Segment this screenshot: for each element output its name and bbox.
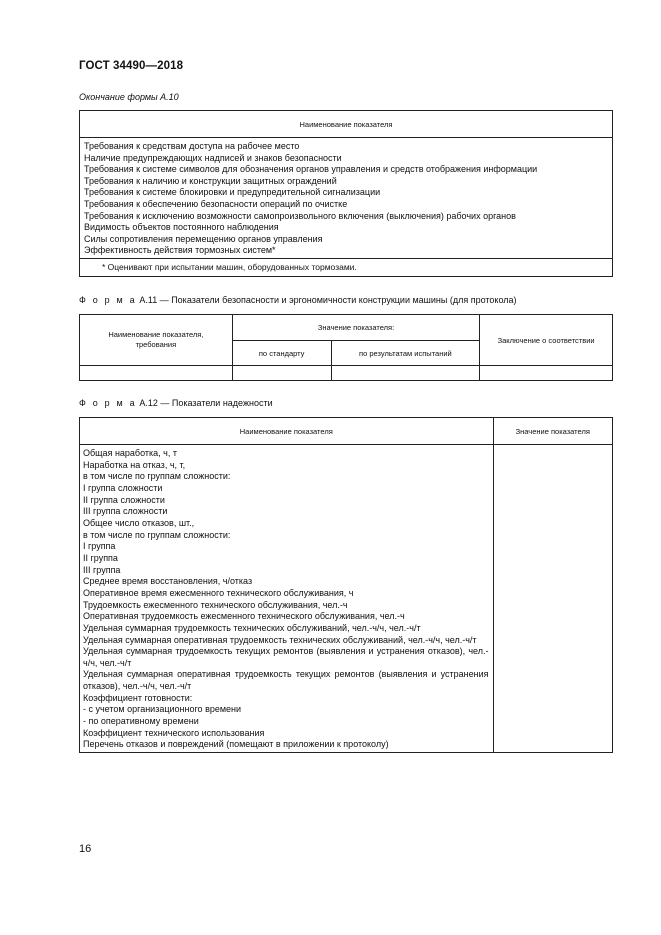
form-a12-title-text: А.12 — Показатели надежности [136, 398, 273, 408]
form-a10-column-header: Наименование показателя [80, 111, 613, 138]
form-a11-label: Ф о р м а [79, 295, 137, 305]
form-a10-item: Требования к наличию и конструкции защитных ограждений [84, 175, 337, 186]
form-a10-item: Требования к системе символов для обозначения органов управления и средств отображения информации [84, 164, 538, 175]
form-a11-title-text: А.11 — Показатели безопасности и эргономичности конструкции машины (для протокола) [136, 295, 517, 305]
form-a12-item: Удельная суммарная оперативная трудоемкость технических обслуживаний, чел.-ч/ч, чел.-ч/т [83, 634, 477, 645]
form-a11-col-value: Значение показателя: [232, 315, 479, 341]
form-a10-item: Требования к средствам доступа на рабочее место [84, 141, 300, 151]
form-a11-col-conclusion: Заключение о соответствии [480, 315, 613, 366]
form-a12-col-name: Наименование показателя [80, 418, 494, 445]
table-cell [480, 366, 613, 381]
form-a12-item: Общая наработка, ч, т [83, 448, 177, 458]
page-number: 16 [79, 843, 92, 855]
form-a10-item: Требования к обеспечению безопасности операций по очистке [84, 198, 348, 209]
form-a12-item: III группа [83, 564, 121, 575]
table-cell [80, 366, 233, 381]
form-a11-col-standard: по стандарту [232, 341, 331, 366]
form-a12-item: III группа сложности [83, 506, 168, 517]
form-a10-item: Эффективность действия тормозных систем* [84, 245, 276, 256]
form-a12-item: Перечень отказов и повреждений (помещают в приложении к протоколу) [83, 739, 389, 750]
table-cell [232, 366, 331, 381]
form-a12-item: Среднее время восстановления, ч/отказ [83, 576, 253, 587]
form-a10-item: Силы сопротивления перемещению органов управления [84, 233, 323, 244]
form-a10-caption: Окончание формы А.10 [79, 92, 179, 102]
form-a11-title [79, 295, 517, 305]
form-a12-item: Удельная суммарная трудоемкость технических обслуживаний, чел.-ч/ч, чел.-ч/т [83, 622, 421, 633]
form-a12-title [79, 398, 273, 408]
form-a12-item: в том числе по группам сложности: [83, 471, 231, 482]
form-a12-item: - с учетом организационного времени [83, 704, 242, 715]
form-a12-item: I группа сложности [83, 482, 163, 493]
table-cell [331, 366, 480, 381]
form-a12-item: II группа сложности [83, 494, 165, 505]
form-a12-items [80, 445, 494, 753]
form-a12-item: Удельная суммарная трудоемкость текущих ремонтов (выявления и устранения отказов), чел.-ч/ч, чел.-ч/т [83, 646, 489, 668]
form-a12-item: II группа [83, 552, 118, 563]
form-a12-item: Наработка на отказ, ч, т, [83, 459, 186, 470]
form-a12-item: Трудоемкость ежесменного технического обслуживания, чел.-ч [83, 599, 348, 610]
form-a10-item: Требования к системе блокировки и предупредительной сигнализации [84, 187, 381, 198]
table-row [80, 366, 613, 381]
form-a12-item: в том числе по группам сложности: [83, 529, 231, 540]
form-a12-value-cell [493, 445, 612, 753]
form-a12-item: Оперативное время ежесменного технического обслуживания, ч [83, 587, 354, 598]
form-a12-item: - по оперативному времени [83, 716, 199, 727]
form-a10-item: Наличие предупреждающих надписей и знаков безопасности [84, 152, 342, 163]
form-a11-col-name: Наименование показателя, требования [80, 315, 233, 366]
form-a12-item: Оперативная трудоемкость ежесменного технического обслуживания, чел.-ч [83, 611, 405, 622]
form-a12-label: Ф о р м а [79, 398, 137, 408]
form-a11-table [79, 314, 613, 381]
form-a10-table [79, 110, 613, 277]
form-a10-items [80, 138, 613, 259]
form-a12-item: I группа [83, 541, 116, 552]
form-a12-item: Коэффициент готовности: [83, 692, 193, 703]
form-a12-item: Коэффициент технического использования [83, 727, 265, 738]
document-id: ГОСТ 34490—2018 [79, 60, 184, 72]
form-a10-item: Видимость объектов постоянного наблюдения [84, 222, 279, 233]
form-a12-col-value: Значение показателя [493, 418, 612, 445]
form-a12-item: Удельная суммарная оперативная трудоемкость текущих ремонтов (выявления и устранения отказов), чел.-ч/ч, чел.-ч/т [83, 669, 489, 692]
form-a10-footnote: * Оценивают при испытании машин, оборудованных тормозами. [80, 258, 613, 276]
form-a12-table [79, 417, 613, 753]
form-a11-col-results: по результатам испытаний [331, 341, 480, 366]
form-a12-item: Общее число отказов, шт., [83, 517, 195, 528]
form-a10-item: Требования к исключению возможности самопроизвольного включения (выключения) рабочих органов [84, 210, 516, 221]
